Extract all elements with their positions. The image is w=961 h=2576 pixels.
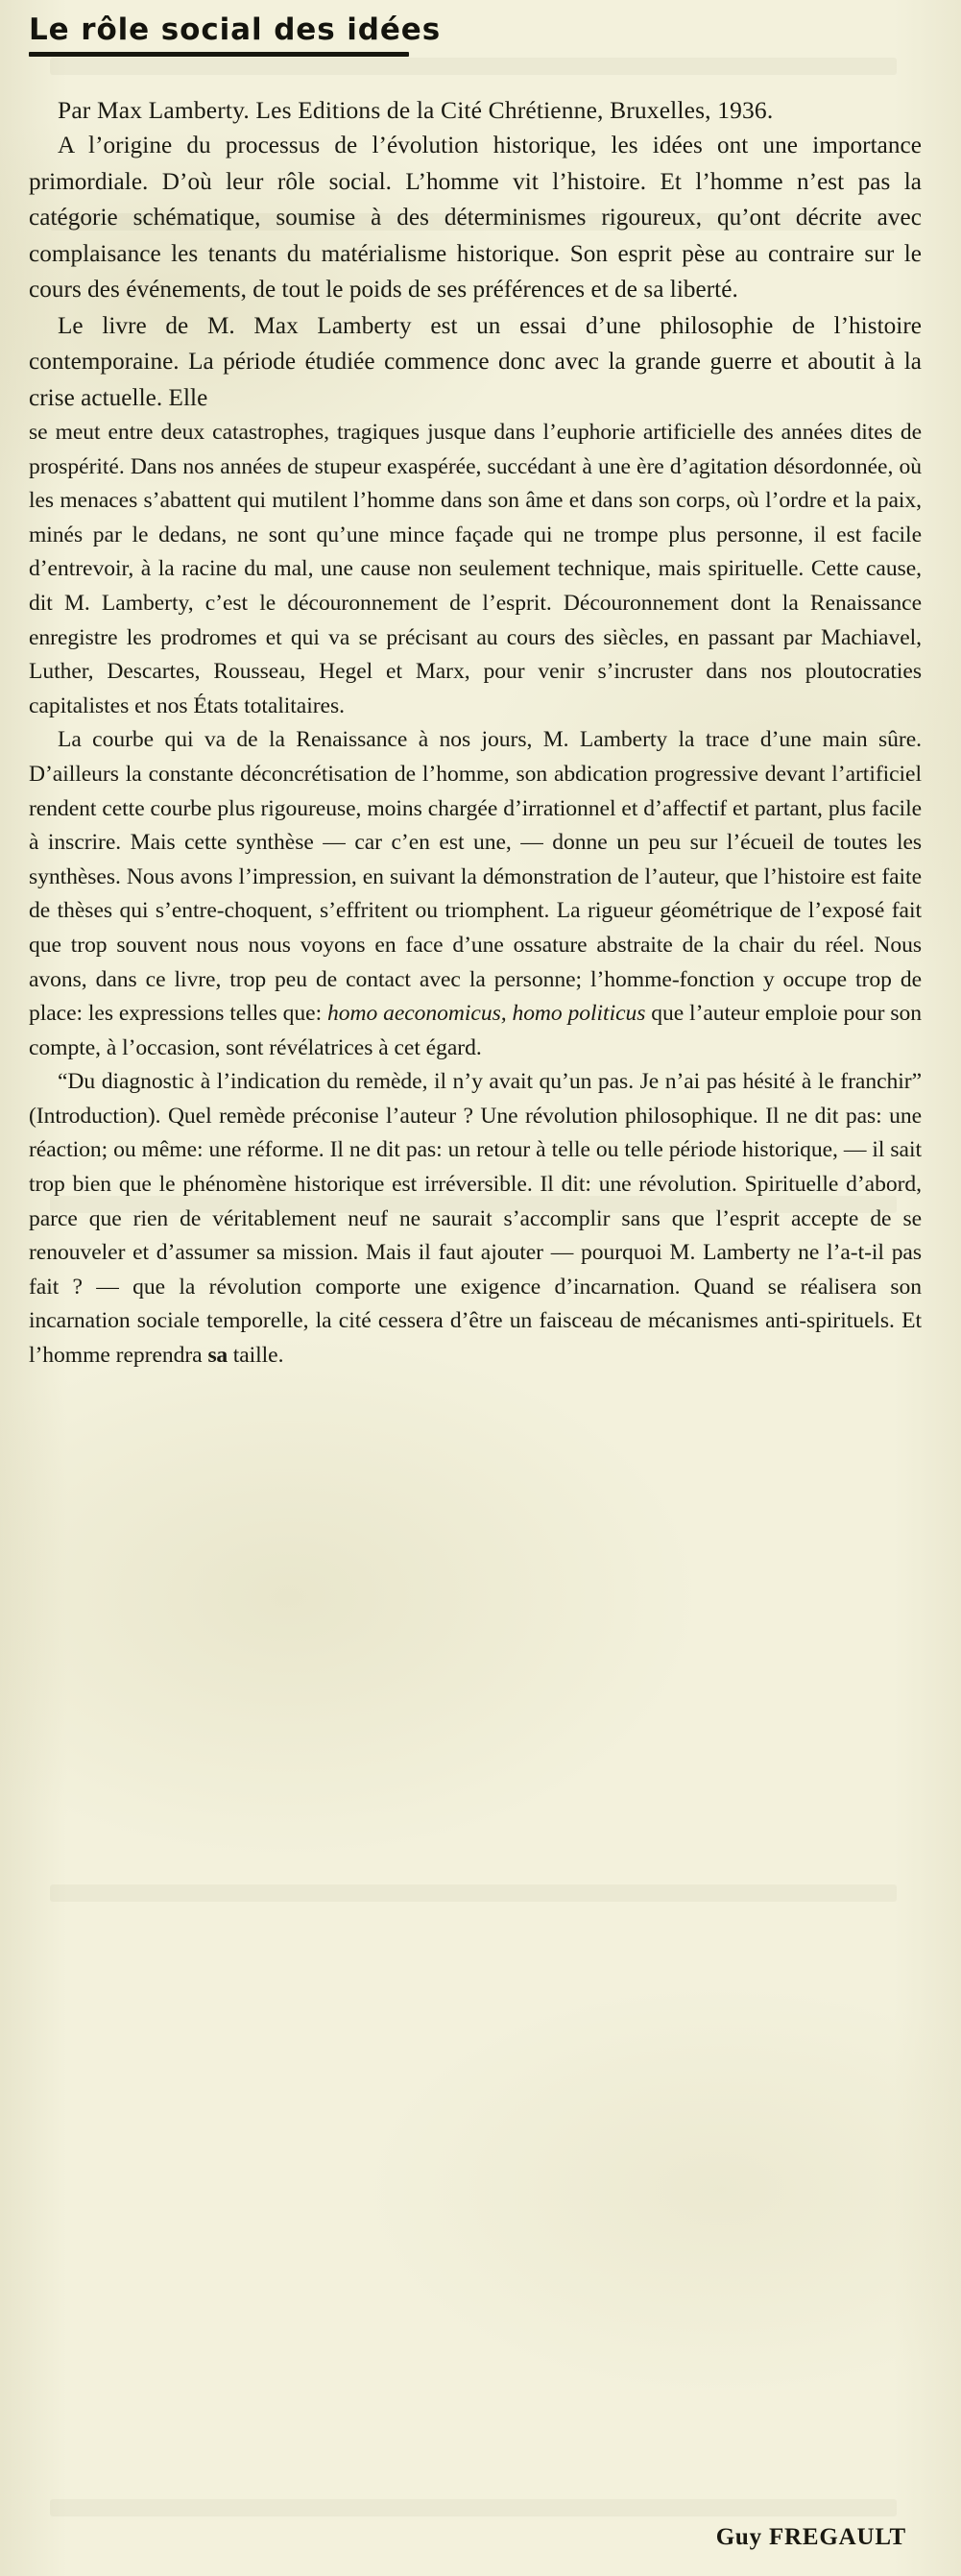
- author-signature: Guy FREGAULT: [715, 2524, 906, 2550]
- smudged-word: sa: [207, 1343, 228, 1369]
- title-underline-rule: [29, 52, 409, 57]
- bleedthrough-ghost-line: [50, 1884, 897, 1902]
- paragraph-opening: A l’origine du processus de l’évolution historique, les idées ont une importance primordiale. D’où leur rôle social. L’homme vit l’histoire. Et l’homme n’est pas la catégorie schématique, soumise à des déterminismes rigoureux, qu’ont décrite avec complaisance les tenants du matérialisme historique. Son esprit pèse au contraire sur le cours des événements, de tout le poids de ses préférences et de sa liberté.: [29, 133, 922, 303]
- bleedthrough-ghost-line: [50, 58, 897, 75]
- title-block: [29, 13, 528, 57]
- paragraph-text-segment: “Du diagnostic à l’indication du remède, il n’y avait qu’un pas. Je n’ai pas hésité à le franchir” (Introduction). Quel remède préconise l’auteur ? Une révolution philosophique. Il ne dit pas: une réaction; ou même: une réforme. Il ne dit pas: un retour à telle ou telle période historique, — il sait trop bien que le phénomène historique est irréversible. Il dit: une révolution. Spirituelle d’abord, parce que rien de véritablement neuf ne saurait s’accomplir sans que l’esprit accepte de se renouveler et d’assumer sa mission. Mais il faut ajouter — pourquoi M. Lamberty ne l’a-t-il pas fait ? — que la révolution comporte une exigence d’incarnation. Quand se réalisera son incarnation sociale temporelle, la cité cessera d’être un faisceau de mécanismes anti-spirituels. Et l’homme reprendra: [29, 1069, 922, 1369]
- paragraph-text-segment: La courbe qui va de la Renaissance à nos jours, M. Lamberty la trace d’une main sûre. D’ailleurs la constante déconcrétisation de l’homme, son abdication progressive devant l’artificiel rendent cette courbe plus rigoureuse, moins chargée d’irrationnel et d’affectif et partant, plus facile à inscrire. Mais cette synthèse — car c’en est une, — donne un peu sur l’écueil de toutes les synthèses. Nous avons l’impression, en suivant la démonstration de l’auteur, que l’histoire est faite de thèses qui s’entre-choquent, s’effritent ou triomphent. La rigueur géométrique de l’exposé fait que trop souvent nous nous voyons en face d’une ossature abstraite de la chair du réel. Nous avons, dans ce livre, trop peu de contact avec la personne; l’homme-fonction y occupe trop de place: les expressions telles que:: [29, 727, 922, 1027]
- publisher-imprint-line: Par Max Lamberty. Les Editions de la Cité Chrétienne, Bruxelles, 1936.: [58, 96, 774, 124]
- paragraph-curve-critique: [29, 723, 922, 1065]
- paragraph-book-intro-continued: se meut entre deux catastrophes, tragiques jusque dans l’euphorie artificielle des années dites de prospérité. Dans nos années de stupeur exaspérée, succédant à une ère d’agitation désordonnée, où les menaces s’abattent qui mutilent l’homme dans son âme et dans son corps, où l’ordre et la paix, minés par le dedans, ne sont qu’une mince façade qui ne trompe plus personne, il est facile d’entrevoir, à la racine du mal, une cause non seulement technique, mais spirituelle. Cette cause, dit M. Lamberty, c’est le découronnement de l’esprit. Découronnement dont la Renaissance enregistre les prodromes et qui va se précisant au cours des siècles, en passant par Machiavel, Luther, Descartes, Rousseau, Hegel et Marx, pour venir s’incruster dans nos ploutocraties capitalistes et nos États totalitaires.: [29, 420, 922, 718]
- article-body: [29, 92, 922, 1373]
- paragraph-text-segment: que l’auteur emploie pour son compte, à l’occasion, sont révélatrices à cet égard.: [29, 1001, 922, 1060]
- paragraph-remedy-conclusion: [29, 1065, 922, 1373]
- paragraph-book-intro: Le livre de M. Max Lamberty est un essai d’une philosophie de l’histoire contemporaine. La période étudiée commence donc avec la grande guerre et aboutit à la crise actuelle. Elle: [29, 312, 922, 411]
- paragraph-text-segment: taille.: [227, 1343, 284, 1369]
- page-title: Le rôle social des idées: [29, 12, 442, 47]
- page-sheet: [12, 0, 935, 2576]
- latin-phrase-italic: homo aeconomicus, homo politicus: [326, 1001, 646, 1027]
- bleedthrough-ghost-line: [50, 2499, 897, 2516]
